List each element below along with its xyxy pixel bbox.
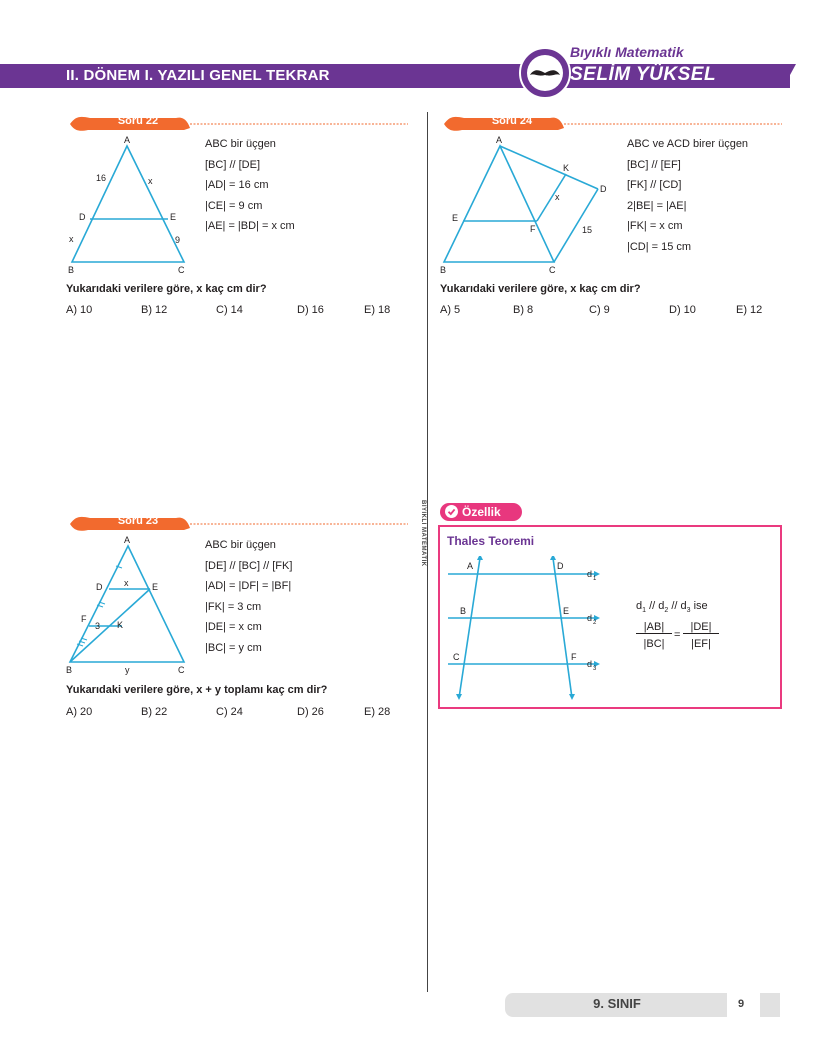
q22-label-B: B <box>68 265 75 275</box>
q24-option-d[interactable]: D) 10 <box>669 304 696 316</box>
q24-label-E: E <box>452 213 459 223</box>
side-brand-text: BIYIKLI MATEMATİK <box>420 500 426 567</box>
q23-label-x: x <box>124 578 129 588</box>
q23-option-e[interactable]: E) 28 <box>364 706 391 718</box>
fraction-num-ab: |AB| <box>636 621 672 634</box>
q22-option-d[interactable]: D) 16 <box>297 304 324 316</box>
thales-label-A: A <box>467 561 474 571</box>
q23-given-line: |AD| = |DF| = |BF| <box>205 580 292 593</box>
q24-label-A: A <box>496 135 503 145</box>
q24-given-line: |FK| = x cm <box>627 220 683 233</box>
q23-option-d[interactable]: D) 26 <box>297 706 324 718</box>
q22-given-line: |AE| = |BD| = x cm <box>205 220 295 233</box>
mustache-logo-icon <box>518 46 572 100</box>
thales-label-d1: d <box>587 569 593 579</box>
footer-square <box>760 993 780 1017</box>
q24-given-line: ABC ve ACD birer üçgen <box>627 138 749 150</box>
q24-option-c[interactable]: C) 9 <box>589 304 610 316</box>
q24-option-b[interactable]: B) 8 <box>513 304 534 316</box>
q22-figure <box>62 134 192 276</box>
cond-s1: 1 <box>642 607 647 615</box>
q22-banner-label: Soru 22 <box>117 115 159 127</box>
q24-banner-label: Soru 24 <box>491 115 533 127</box>
q23-label-C: C <box>178 665 185 675</box>
q24-label-15: 15 <box>582 225 593 235</box>
q24-option-a[interactable]: A) 5 <box>440 304 461 316</box>
fraction-den-ef: |EF| <box>691 638 711 650</box>
q23-label-D: D <box>96 582 103 592</box>
brand-name: SELİM YÜKSEL <box>570 64 717 85</box>
fraction-equals: = <box>674 629 681 641</box>
q22-given-line: |AD| = 16 cm <box>205 179 269 192</box>
q22-label-x-ae: x <box>148 176 153 186</box>
q23-option-a[interactable]: A) 20 <box>66 706 93 718</box>
q22-given <box>205 134 295 237</box>
q24-label-B: B <box>440 265 447 275</box>
q24-given-line: |CD| = 15 cm <box>627 240 692 253</box>
thales-label-E: E <box>563 606 570 616</box>
cond-s3: 3 <box>686 607 691 615</box>
fraction-num-de: |DE| <box>683 621 719 634</box>
q23-label-A: A <box>124 535 131 545</box>
q22-label-16: 16 <box>96 173 107 183</box>
q23-question: Yukarıdaki verilere göre, x + y toplamı kaç cm dir? <box>66 684 328 696</box>
q23-label-B: B <box>66 665 73 675</box>
q23-given-line: ABC bir üçgen <box>205 539 276 551</box>
cond-sep1: // d <box>646 600 665 612</box>
check-icon <box>445 505 458 518</box>
q22-given-line: [BC] // [DE] <box>205 158 261 171</box>
q24-label-F: F <box>530 224 536 234</box>
q24-label-x: x <box>555 192 560 202</box>
thales-label-D: D <box>557 561 564 571</box>
q23-given <box>205 535 292 659</box>
ozellik-title: Thales Teoremi <box>447 534 535 548</box>
thales-figure <box>444 556 614 701</box>
q22-option-c[interactable]: C) 14 <box>216 304 243 316</box>
thales-label-d3: d <box>587 659 593 669</box>
q23-label-3: 3 <box>95 621 101 631</box>
q22-label-9: 9 <box>175 235 181 245</box>
page-number: 9 <box>738 998 745 1010</box>
q23-given-line: |DE| = x cm <box>205 621 262 634</box>
q24-label-K: K <box>563 163 570 173</box>
q24-question: Yukarıdaki verilere göre, x kaç cm dir? <box>440 283 641 295</box>
q23-label-F: F <box>81 614 87 624</box>
q23-label-y: y <box>125 665 130 675</box>
thales-label-d2: d <box>587 613 593 623</box>
thales-label-B: B <box>460 606 467 616</box>
q22-label-A: A <box>124 135 131 145</box>
footer-class-label: 9. SINIF <box>593 996 641 1011</box>
q23-banner-label: Soru 23 <box>117 515 159 527</box>
ozellik-badge-label: Özellik <box>462 505 501 519</box>
q22-label-D: D <box>79 212 86 222</box>
cond-d1: d <box>636 600 643 612</box>
q23-option-b[interactable]: B) 22 <box>141 706 168 718</box>
q24-given <box>627 134 748 258</box>
q24-figure <box>436 134 616 276</box>
q24-given-line: [BC] // [EF] <box>627 158 681 171</box>
thales-label-d1-sub: 1 <box>593 576 597 582</box>
q24-label-C: C <box>549 265 556 275</box>
q24-given-line: [FK] // [CD] <box>627 179 682 192</box>
q23-option-c[interactable]: C) 24 <box>216 706 243 718</box>
q24-label-D: D <box>600 184 607 194</box>
thales-label-F: F <box>571 652 577 662</box>
header-arrow-icon <box>780 60 800 90</box>
q24-option-e[interactable]: E) 12 <box>736 304 763 316</box>
brand-top-text: Bıyıklı Matematik <box>570 44 684 60</box>
q23-figure <box>62 534 192 676</box>
q22-label-C: C <box>178 265 185 275</box>
q22-given-line: ABC bir üçgen <box>205 138 276 150</box>
q23-given-line: |BC| = y cm <box>205 641 262 654</box>
thales-label-C: C <box>453 652 460 662</box>
q23-label-K: K <box>117 620 124 630</box>
cond-sep2: // d <box>668 600 687 612</box>
thales-label-d2-sub: 2 <box>593 620 597 626</box>
fraction-den-bc: |BC| <box>643 638 665 650</box>
cond-tail: ise <box>690 600 708 612</box>
cond-s2: 2 <box>664 607 669 615</box>
q23-given-line: |FK| = 3 cm <box>205 600 262 613</box>
thales-label-d3-sub: 3 <box>593 666 597 672</box>
q22-option-a[interactable]: A) 10 <box>66 304 93 316</box>
q23-given-line: [DE] // [BC] // [FK] <box>205 559 293 572</box>
q22-label-E: E <box>170 212 177 222</box>
q23-label-E: E <box>152 582 159 592</box>
page-title: II. DÖNEM I. YAZILI GENEL TEKRAR <box>66 67 330 84</box>
q22-option-e[interactable]: E) 18 <box>364 304 391 316</box>
q24-given-line: 2|BE| = |AE| <box>627 199 687 212</box>
q22-question: Yukarıdaki verilere göre, x kaç cm dir? <box>66 283 267 295</box>
q22-label-x-bd: x <box>69 234 74 244</box>
q22-option-b[interactable]: B) 12 <box>141 304 168 316</box>
q22-given-line: |CE| = 9 cm <box>205 199 263 212</box>
column-divider <box>427 112 428 992</box>
thales-condition <box>636 600 708 614</box>
